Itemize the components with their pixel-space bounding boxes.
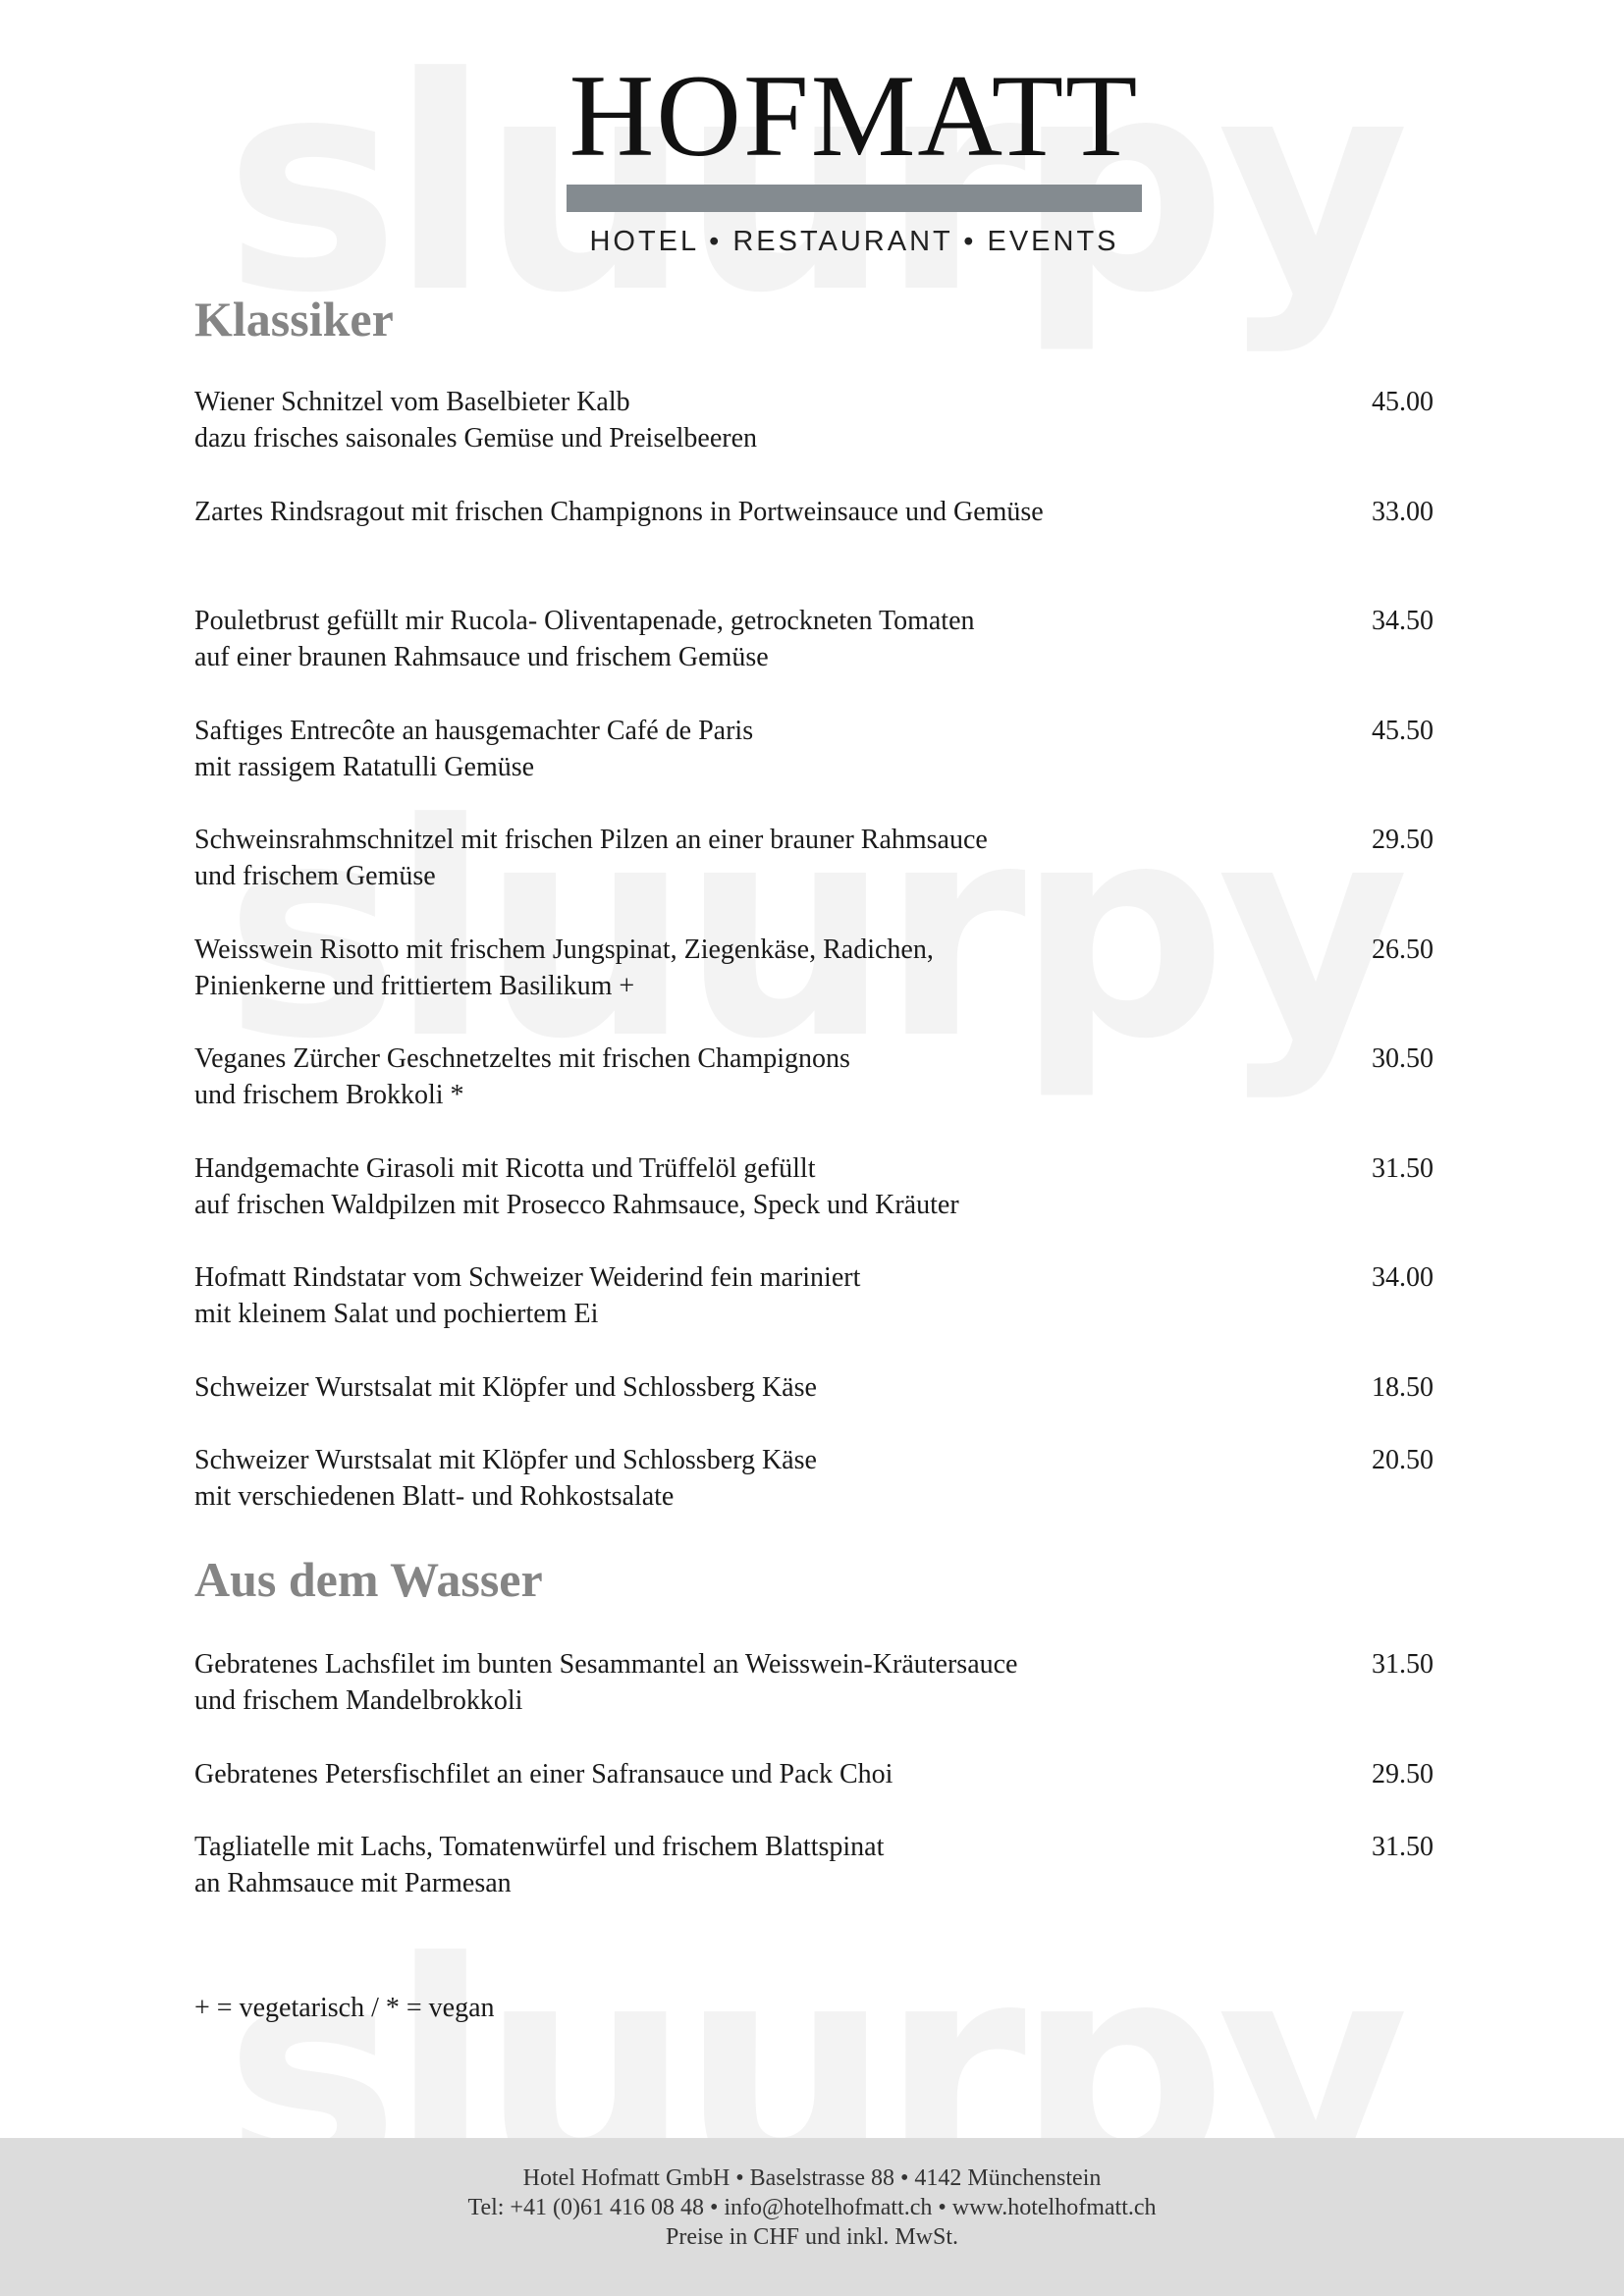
item-name: Schweinsrahmschnitzel mit frischen Pilzen an einer brauner Rahmsauce [194,825,988,855]
item-description: und frischem Brokkoli * [194,1080,464,1110]
item-name: Zartes Rindsragout mit frischen Champignons in Portweinsauce und Gemüse [194,497,1044,527]
menu-item [194,1756,1434,1792]
item-price: 26.50 [1372,934,1434,965]
item-price: 20.50 [1372,1445,1434,1475]
menu-item [194,603,1434,675]
menu-item [194,932,1434,1004]
logo-title: HOFMATT [568,50,1140,181]
hotel-logo [567,50,1142,258]
menu-item [194,1369,1434,1406]
menu-item [194,713,1434,785]
item-name: Gebratenes Petersfischfilet an einer Safransauce und Pack Choi [194,1759,893,1789]
menu-item [194,822,1434,894]
diet-legend: + = vegetarisch / * = vegan [194,1993,495,2023]
item-description: auf frischen Waldpilzen mit Prosecco Rahmsauce, Speck und Kräuter [194,1190,959,1220]
item-description: mit verschiedenen Blatt- und Rohkostsalate [194,1481,675,1512]
footer-price-note: Preise in CHF und inkl. MwSt. [665,2224,959,2250]
item-description: dazu frisches saisonales Gemüse und Preiselbeeren [194,423,758,454]
item-description: und frischem Mandelbrokkoli [194,1685,523,1716]
logo-bar [567,185,1142,212]
item-price: 18.50 [1372,1372,1434,1403]
footer-address: Hotel Hofmatt GmbH • Baselstrasse 88 • 4142 Münchenstein [522,2165,1102,2191]
item-price: 34.00 [1372,1262,1434,1293]
item-name: Tagliatelle mit Lachs, Tomatenwürfel und frischem Blattspinat [194,1832,885,1862]
item-description: Pinienkerne und frittiertem Basilikum + [194,971,635,1001]
item-price: 45.50 [1372,716,1434,746]
footer [0,2138,1624,2296]
item-price: 33.00 [1372,497,1434,527]
item-name: Schweizer Wurstsalat mit Klöpfer und Schlossberg Käse [194,1372,817,1403]
item-name: Schweizer Wurstsalat mit Klöpfer und Schlossberg Käse [194,1445,817,1475]
menu-item [194,494,1434,530]
item-name: Weisswein Risotto mit frischem Jungspinat, Ziegenkäse, Radichen, [194,934,934,965]
item-name: Hofmatt Rindstatar vom Schweizer Weiderind fein mariniert [194,1262,861,1293]
item-name: Veganes Zürcher Geschnetzeltes mit frischen Champignons [194,1043,850,1074]
item-description: an Rahmsauce mit Parmesan [194,1868,512,1898]
logo-subtitle: HOTEL • RESTAURANT • EVENTS [589,226,1119,257]
item-price: 34.50 [1372,606,1434,636]
item-name: Wiener Schnitzel vom Baselbieter Kalb [194,387,630,417]
item-description: und frischem Gemüse [194,861,436,891]
menu-item [194,1041,1434,1113]
footer-contact: Tel: +41 (0)61 416 08 48 • info@hotelhofmatt.ch • www.hotelhofmatt.ch [467,2195,1157,2220]
menu-item [194,1829,1434,1901]
menu-item [194,1646,1434,1719]
item-price: 31.50 [1372,1832,1434,1862]
menu-item [194,1442,1434,1515]
item-price: 45.00 [1372,387,1434,417]
section-title-klassiker: Klassiker [194,292,394,347]
menu-item [194,1150,1434,1223]
item-name: Saftiges Entrecôte an hausgemachter Café de Paris [194,716,754,746]
item-description: mit rassigem Ratatulli Gemüse [194,752,535,782]
item-price: 31.50 [1372,1153,1434,1184]
item-price: 30.50 [1372,1043,1434,1074]
item-name: Pouletbrust gefüllt mir Rucola- Oliventapenade, getrockneten Tomaten [194,606,975,636]
menu-item [194,1259,1434,1332]
item-price: 31.50 [1372,1649,1434,1680]
item-price: 29.50 [1372,825,1434,855]
item-name: Gebratenes Lachsfilet im bunten Sesammantel an Weisswein-Kräutersauce [194,1649,1018,1680]
item-description: auf einer braunen Rahmsauce und frischem Gemüse [194,642,769,672]
item-description: mit kleinem Salat und pochiertem Ei [194,1299,599,1329]
menu-item [194,384,1434,456]
item-name: Handgemachte Girasoli mit Ricotta und Trüffelöl gefüllt [194,1153,816,1184]
section-title-aus-dem-wasser: Aus dem Wasser [194,1552,543,1607]
item-price: 29.50 [1372,1759,1434,1789]
